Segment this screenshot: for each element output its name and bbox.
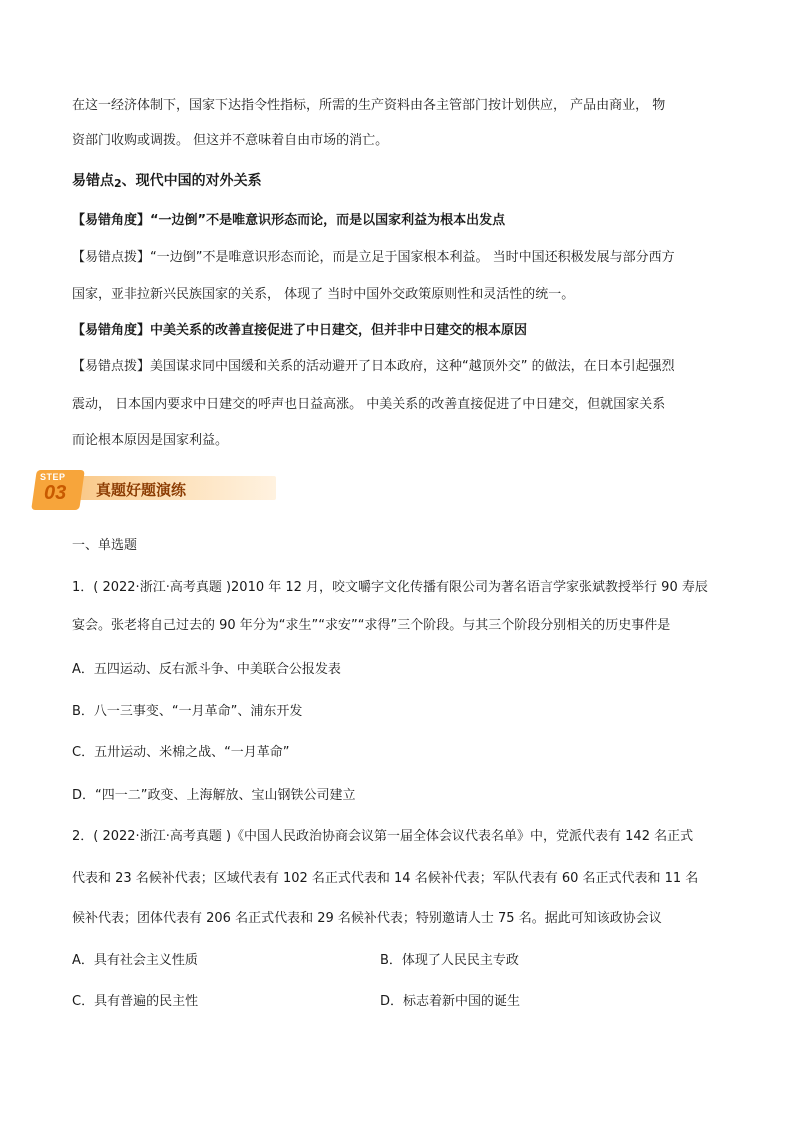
error-hint-2-line-1: 【易错点拨】美国谋求同中国缓和关系的活动避开了日本政府，这种“越顶外交” 的做法，在日本引起强烈 [72,359,675,374]
question-1-option-b[interactable]: B．八一三事变、“一月革命”、浦东开发 [72,704,303,719]
section-heading-point-2 [72,171,262,194]
step-number: 03 [44,482,67,504]
question-1-option-d[interactable]: D．“四一二”政变、上海解放、宝山钢铁公司建立 [72,788,356,803]
error-hint-1-line-2: 国家，亚非拉新兴民族国家的关系， 体现了 当时中国外交政策原则性和灵活性的统一。 [72,287,575,302]
error-hint-2-line-3: 而论根本原因是国家利益。 [72,433,229,448]
question-1-option-a[interactable]: A．五四运动、反右派斗争、中美联合公报发表 [72,662,341,677]
question-2-option-a[interactable]: A．具有社会主义性质 [72,953,198,968]
error-angle-1: 【易错角度】“一边倒”不是唯意识形态而论，而是以国家利益为根本出发点 [72,213,506,228]
question-2-option-c[interactable]: C．具有普遍的民主性 [72,994,199,1009]
step-label: STEP [40,472,66,482]
question-1-option-c[interactable]: C．五卅运动、米棉之战、“一月革命” [72,745,290,760]
section-title-single-choice: 一、单选题 [72,538,138,553]
heading-suffix: 、现代中国的对外关系 [121,173,262,189]
question-2-option-b[interactable]: B．体现了人民民主专政 [380,953,519,968]
error-hint-1-line-1: 【易错点拨】“一边倒”不是唯意识形态而论，而是立足于国家根本利益。 当时中国还积极发展与部分西方 [72,250,675,265]
error-hint-2-line-2: 震动， 日本国内要求中日建交的呼声也日益高涨。 中美关系的改善直接促进了中日建交，但就国家关系 [72,397,666,412]
question-2-option-d[interactable]: D．标志着新中国的诞生 [380,994,521,1009]
intro-line-1: 在这一经济体制下，国家下达指令性指标，所需的生产资料由各主管部门按计划供应， 产品由商业， 物 [72,98,666,113]
heading-number: 2 [114,177,122,190]
step-title: 真题好题演练 [96,481,187,499]
intro-line-2: 资部门收购或调拨。 但这并不意味着自由市场的消亡。 [72,133,389,148]
heading-prefix: 易错点 [72,173,114,189]
question-1-line-1: 1．( 2022·浙江·高考真题 )2010 年 12 月，咬文嚼字文化传播有限公司为著名语言学家张斌教授举行 90 寿辰 [72,580,708,595]
question-1-line-2: 宴会。张老将自己过去的 90 年分为“求生”“求安”“求得”三个阶段。与其三个阶段分别相关的历史事件是 [72,618,671,633]
question-2-line-2: 代表和 23 名候补代表；区域代表有 102 名正式代表和 14 名候补代表；军队代表有 60 名正式代表和 11 名 [72,871,699,886]
question-2-line-3: 候补代表；团体代表有 206 名正式代表和 29 名候补代表；特别邀请人士 75 名。据此可知该政协会议 [72,911,662,926]
question-2-line-1: 2．( 2022·浙江·高考真题 )《中国人民政治协商会议第一届全体会议代表名单》中，党派代表有 142 名正式 [72,829,694,844]
error-angle-2: 【易错角度】中美关系的改善直接促进了中日建交，但并非中日建交的根本原因 [72,323,528,338]
step-03-banner [34,470,276,510]
